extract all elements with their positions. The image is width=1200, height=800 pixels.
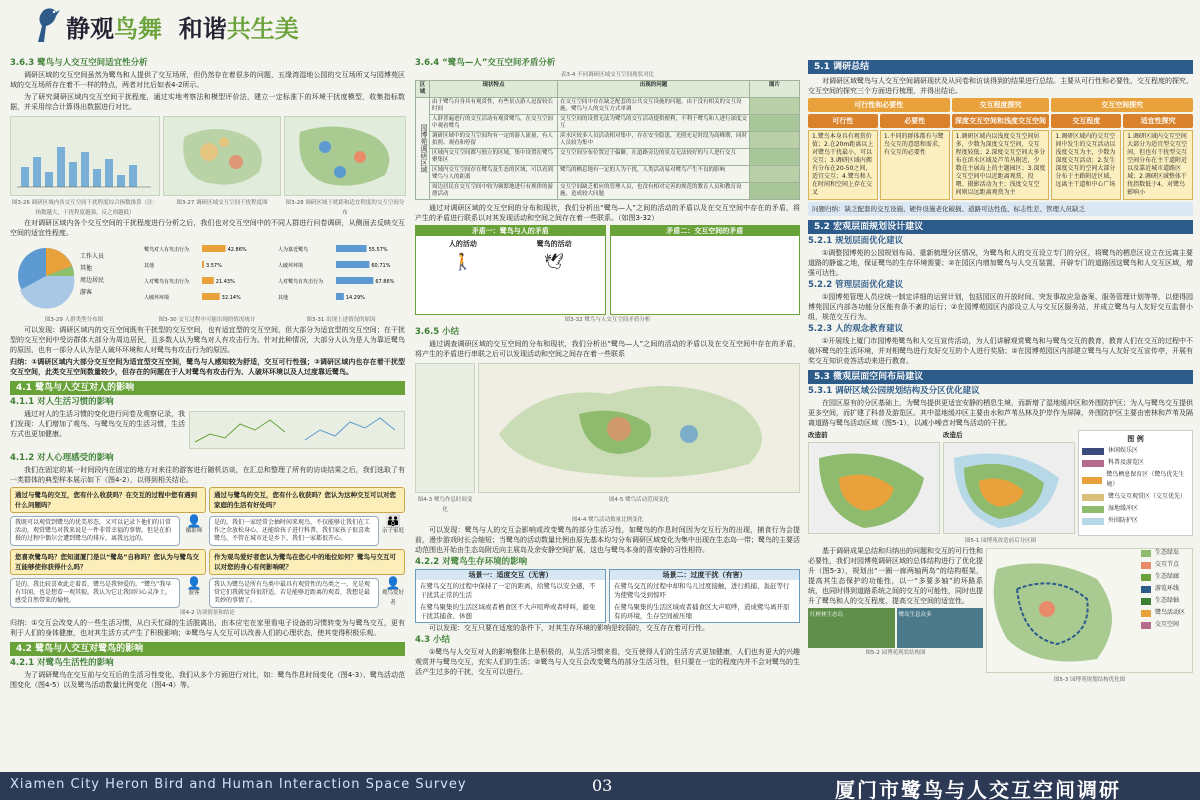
paragraph: 通过调查调研区域的交互空间的分布和现状，我们分析出“鹭鸟—人”之间的活动的矛盾以及在交互空间中存在的矛盾，将产生的矛盾进行串联之后可以发现活动和空间之间存在着一些联系 [415, 340, 800, 358]
figure-caption: 图4-4 鹭鸟活动数量比例变化 [571, 517, 644, 523]
bar [202, 277, 214, 284]
disturbance-index-chart [10, 116, 160, 196]
conclusion: 归纳：①调研区域内大部分交互空间为适宜型交互空间，鹭鸟与人感知较为舒适，交互可行性强；②调研区域内也存在着干扰型交互空间，此类交互空间数量较少，但存在的问题在于人对鹭鸟有攻击行为、人破坏环境以及人过度靠近鹭鸟。 [10, 358, 405, 376]
paragraph: ①园博苑管理人员应统一制定详细的运营计划，包括园区的开放时间、突发事故应急备案、服务管理计划等等，以便得园博苑园区内部各功能分区能有条不紊的运行；②在园博苑园区内部设立人与交互区服务站，并成立鹭鸟与人友好交互监督小组，规范交互行为。 [808, 293, 1193, 321]
bar [336, 245, 367, 252]
section-3-6-4-heading: 3.6.4 “鹭鸟—人”交互空间矛盾分析 [415, 58, 556, 68]
bar [336, 277, 373, 284]
structure-legend: 生态绿岛 交互节点 生态绿廊 游览环线 生态绿轴 鹭鸟活动区 交互空间 [1141, 546, 1193, 632]
bar-value-label: 3.57% [205, 263, 222, 269]
bar [202, 261, 204, 268]
figure-caption: 图5-2 园博苑现状结构图 [865, 650, 926, 656]
section-4-2-1-heading: 4.2.1 对鹭鸟生活性的影响 [10, 658, 114, 668]
paragraph: 通过对调研区域的交互空间的分布和现状，我们分析出“鹭鸟—人”之间的活动的矛盾以及在交互空间中存在的矛盾，将产生的矛盾进行联系以对其发现活动和空间之间存在着一些联系。（如图3-32） [415, 204, 800, 222]
interview-question: 通过与鹭鸟的交互，您有什么收获吗？在交互的过程中您有遇到什么问题吗？ [10, 487, 206, 513]
section-5-1-heading: 5.1 调研总结 [808, 60, 1193, 74]
contradiction-2-title: 矛盾二：交互空间的矛盾 [611, 226, 800, 236]
pie-label: 游客 [80, 289, 93, 296]
section-3-6-5-heading: 3.6.5 小结 [415, 327, 460, 337]
paragraph: ①开展线上厦门市园博苑鹭鸟和人交互宣传活动，为人们讲解观赏鹭鸟和与鹭鸟交互的教育，教育人们在交互的过程中不破坏鹭鸟的生活环境，并对相鹭鸟进行友好交互的个人进行奖励；②在园博苑园区内部建立鹭鸟与人友好交互宣传亭，开展有奖交互知识竞答活动来进行教育。 [808, 337, 1193, 365]
photo-1: 红树林生态岛 [808, 608, 895, 648]
figure-caption: 图3-29 人群类型分布图 [44, 317, 104, 323]
column-right: 5.1 调研总结 对调研区域鹭鸟与人交互空间调研现状及从问卷和访谈得到的结果进行总结。主要从可行性和必要性、交互程度的探究、交互空间的探究三个方面进行梳理，并得出结论。 可行性和必要性 交互程度探究 交互空间探究 可行性 必要性 深度交互空间和浅度交互空间 交互程度 适宜性探究 1.鹭鸟本身具有观赏价值；2.在20m距离以上对鹭鸟干扰最小，可以交互；3.调研区域内拥有分布在20-50之间，适宜交互；4.鹭鸟和人在时间和空间上存在交叉 1.不同的群体都有与鹭鸟交互的意愿和需求，有交互的必要性 1.调研区域内以浅度交互空间居多，少数为深度交互空间，交互程度较低；2.深度交互空间大多分布在滨水区域及芦苇丛附近，少数在主展岛上的主题园区；3.深度交互空间中以近距离观赏、投喂、摄影活动为主；浅度交互空间则以远距离观赏为主 1.调研区域内的交互空间中发生的交互活动以浅度交互为主，少数为深度交互活动；2.发生深度交互的空间大部分分布于主路附近区域，远离主干道和中心广场 1.调研区域内交互空间大部分为适宜型交互空间，但也有干扰型交互空间分布在主干道附近以及靠近城市道路区域；2.调研区域整体干扰指数低于4，对鹭鸟影响小 问题归纳：缺乏配套的交互设施、硬件设施老化破损、道路可达性低、标志性差、管理人员缺乏 5.2 宏观层面规划设计建议 5.2.1 规划层面优化建议 ①调整园博苑的公园规划布局、重新梳理分区情况，为鹭鸟和人的交互设立专门的分区，将鹭鸟的栖息区设立在远离主要道路的静谧之地，保证鹭鸟的生存环境需要；②在园区内增加鹭鸟与人交互装置，开辟专门的道路因这鹭鸟和人交互区域，增强可达性。 5.2.2 管理层面优化建议 ①园博苑管理人员应统一制定详细的运营计划，包括园区的开放时间、突发事故应急备案、服务管理计划等等，以便得园博苑园区内部各功能分区能有条不紊的运行；②在园博苑园区内部设立人与交互区服务站，并成立鹭鸟与人友好交互监督小组，规范交互行为。 5.2.3 人的观念教育建议 ①开展线上厦门市园博苑鹭鸟和人交互宣传活动，为人们讲解观赏鹭鸟和与鹭鸟交互的教育，教育人们在交互的过程中不破坏鹭鸟的生活环境，并对相鹭鸟进行友好交互的个人进行奖励；②在园博苑园区内部建立鹭鸟与人友好交互宣传亭，开展有奖交互知识竞答活动来进行教育。 5.3 微观层面空间布局建议 5.3.1 调研区域公园规划结构及分区优化建议 在园区原有的分区基础上，为鹭鸟提供更适宜安静的栖息生境，而新增了湿地缓冲区和外围防护区；为人与鹭鸟交互提供更多空间，而扩建了科普及游览区。其中湿地缓冲区主要由水和芦苇丛林及护岸作为屏障，外围防护区主要由密林和芦苇及隔离道路与鹭鸟活动区域（图5-1），以减小噪音对鹭鸟活动的干扰。 改造前 改造后 图 例 休闲娱乐区 科普及游览区 鹭鸟栖息保育区（鹭鸟优先生境） 鹭鸟交互观赏区（交互优先） 湿地缓冲区 外围防护区 图5-1 园博苑改造前后分区图 基于调研成果总结和归纳出的问题和交互的可行性和必要性，我们对园博苑调研区域的总体结构进行了优化提升（图5-3），规划出“一圈一廊两轴两岛”的结构框架，提高其生态保护的功能性，以一“多要多轴”的环路系统，也同时得到道路系统之间的交互的可能性，同时也提升了鹭鸟和人的交互程度，提高交互空间的适宜性。 红树林生态岛 鹭岛生息众多 图5-2 园博苑现状结构图 生态绿岛 交互节点 生态绿廊 游览环线 生态绿轴 鹭鸟活动区 交互空间 图5-3 园博苑规划结构优化图 [808, 62, 1193, 683]
bar [336, 261, 369, 268]
paragraph: 在对调研区域内各个交互空间的干扰程度进行分析之后，我们也对交互空间中的不同人群进行问卷调研，从侧面去反映交互空间的适宜性程度。 [10, 219, 405, 237]
paragraph: 我们在固定的某一时间段内在固定的地方对来往的游客进行随机访谈，在汇总和整理了所有的访谈结果之后，我们选取了有一类群体的典型样本展示如下（图4-2），以得到相关结论。 [10, 466, 405, 484]
paragraph: 调研区域的交互空间虽然为鹭鸟和人提供了交互场所，但仍然存在着很多的问题，五缘湾湿地公园的交互场所又与园博苑区域的交互场所存在着不一样的特点，两者对比后如表4-2所示。 [10, 71, 405, 89]
bar-category-label: 鹭鸟对人有攻击行为 [144, 247, 190, 253]
interviewee-label: 游客 [188, 590, 200, 596]
heron-logo-icon [30, 4, 64, 44]
section-5-2-heading: 5.2 宏观层面规划设计建议 [808, 220, 1193, 234]
poster-title: 静观鸟舞 和谐共生美 [66, 15, 299, 43]
poster-header [0, 0, 410, 48]
interview-answer: 我既可以观赏到鹭鸟的优美形态，又可以记录下他们的日常活动，观赏鹭鸟对我来说是一件非常幸福的事情，但是在拍摄的过程中偶尔会遭到鹭鸟的排斥，离我远远的。 [10, 516, 180, 546]
person-icon: 🚶 [452, 252, 473, 271]
interview-question: 您喜欢鹭鸟吗？您知道厦门是以“鹭岛”自称吗？您认为与鹭鸟交互能够使你获得什么吗？ [10, 549, 206, 575]
before-zone-map [808, 442, 940, 534]
figure-caption: 图3-30 交互过程中可能出现的情况统计 [158, 317, 256, 323]
column-middle [415, 56, 800, 679]
bar-value-label: 42.86% [227, 247, 247, 253]
bar-category-label: 其他 [144, 263, 155, 269]
bar-category-label: 人对鹭鸟有攻击行为 [278, 279, 324, 285]
habit-change-charts [189, 411, 405, 449]
person-icon: 👪 [385, 514, 401, 528]
paragraph: 为了调研鹭鸟在交互前与交互后的生活习性变化，我们从多个方面进行对比，如：鹭鸟作息时间变化（图4-3）、鹭鸟活动范围变化（图4-5）以及鹭鸟活动数量比例变化（图4-4）等。 [10, 671, 405, 689]
bar-category-label: 人对鹭鸟有攻击行为 [144, 279, 190, 285]
page-number: 03 [592, 776, 613, 795]
bar-value-label: 60.71% [371, 263, 391, 269]
paragraph: 在园区原有的分区基础上，为鹭鸟提供更适宜安静的栖息生境，而新增了湿地缓冲区和外围防护区；为人与鹭鸟交互提供更多空间，而扩建了科普及游览区。其中湿地缓冲区主要由水和芦苇丛林及护岸作为屏障，外围防护区主要由密林和芦苇及隔离道路与鹭鸟活动区域（图5-1），以减小噪音对鹭鸟活动的干扰。 [808, 399, 1193, 427]
schedule-change-chart [415, 363, 475, 493]
interviewee-label: 摄影师 [185, 528, 203, 534]
bar-value-label: 55.57% [368, 247, 388, 253]
bar-category-label: 其他 [278, 295, 289, 301]
zone-legend: 图 例 休闲娱乐区 科普及游览区 鹭鸟栖息保育区（鹭鸟优先生境） 鹭鸟交互观赏区（交互优先） 湿地缓冲区 外围防护区 [1078, 430, 1193, 536]
disturbance-map [163, 116, 281, 196]
footer-chinese-title: 厦门市鹭鸟与人交互空间调研 [835, 778, 1121, 800]
paragraph: 对调研区域鹭鸟与人交互空间调研现状及从问卷和访谈得到的结果进行总结。主要从可行性和必要性、交互程度的探究、交互空间的探究三个方面进行梳理，并得出结论。 [808, 77, 1193, 95]
section-5-3-heading: 5.3 微观层面空间布局建议 [808, 370, 1193, 384]
section-4-1-2-heading: 4.1.2 对人心理感受的影响 [10, 453, 114, 463]
bird-icon: 🕊 [543, 252, 565, 271]
paragraph: 可以发现：鹭鸟与人的交互会影响或改变鹭鸟的部分生活习性，如鹭鸟的作息时间因为交互行为的出现，捕食行为会提前，漫步游戏时长会缩短；当鹭鸟的活动数量比例由原先基本均匀分布调研区域变化为集中出现在生态岛一带；鹭鸟的主要活动范围也开始由生态岛附近向主展岛及余安静空间扩展，这也与鹭鸟本身的喜安静的习性相符。 [415, 526, 800, 554]
figure-caption: 图3-32 鹭鸟与人交互空间矛盾分析 [564, 317, 651, 323]
bar-category-label: 人破坏环境 [144, 295, 170, 301]
crowd-type-pie-chart [10, 240, 138, 312]
section-5-2-3-heading: 5.2.3 人的观念教育建议 [808, 324, 904, 334]
footer-english-title: Xiamen City Heron Bird and Human Interaction Space Survey [10, 777, 467, 792]
after-zone-map [943, 442, 1075, 534]
person-icon: 👤 [186, 576, 202, 590]
figure-caption: 图3-27 调研区域交互空间干扰程度图 [176, 200, 268, 206]
section-3-6-3-heading: 3.6.3 鹭鸟与人交互空间适宜性分析 [10, 58, 148, 68]
section-4-3-heading: 4.3 小结 [415, 635, 451, 645]
interview-answer: 是的，我比较喜欢此走着看，鹭鸟是我钟爱的。“鹭鸟”我早有耳闻，也是想看一观其貌。我认为它让我回归心灵净土，感受自然带来的愉悦。 [10, 578, 180, 608]
figure-caption: 图3-26 调研区域内各交互空间干扰程度综合指数推算（注：指数越大，干扰程度越强，反之则越低） [11, 200, 159, 216]
paragraph: 为了研究调研区域内交互空间干扰程度，通过实地考察法和模型评价法，建立一定标准下的环境干扰度模型，收集指标数据，并采用综合计算得出数据进行对比。 [10, 93, 405, 111]
scenario-comparison: 场景一：适度交互（无害） 在鹭鸟交互的过程中保持了一定的距离，给鹭鸟以安全感，不干扰其正常的生活 在鹭鸟聚集的生活区域或者栖食区不大声喧哗或者呼叫，避免干扰其捕食、休憩 场景二：过度干扰（有害） 在鹭鸟交互的过程中却和鸟儿过度接触，进行抓捕、轰赶等行为使鹭鸟受到惊吓 在鹭鸟聚集的生活区域或者捕食区大声喧哗，造成鹭鸟离开原有的环境，生存空间被压缩 [415, 569, 800, 623]
bar [336, 293, 344, 300]
interview-question: 作为观鸟爱好者您认为鹭鸟在您心中的地位如何？鹭鸟与交互可以对您的身心有何影响呢？ [209, 549, 405, 575]
interviewee-label: 亲子家庭 [381, 528, 404, 534]
suitability-map [284, 116, 406, 196]
contradiction-1-title: 矛盾一：鹭鸟与人的矛盾 [416, 226, 605, 236]
region-cell: 园博苑调研区域 [416, 98, 430, 200]
bar [202, 293, 220, 300]
interviewee-label: 观鸟爱好者 [381, 590, 404, 606]
section-4-1-1-heading: 4.1.1 对人生活习惯的影响 [10, 397, 114, 407]
contradiction-diagram: 矛盾一：鹭鸟与人的矛盾 人的活动 🚶 鹭鸟的活动 🕊 矛盾二：交互空间的矛盾 [415, 225, 800, 315]
comparison-table: 区域 现状特点 出现的问题 图片 园博苑调研区域 由于鹭鸟自身具有观赏性，有些景点游人逗留较长时间 在交互空间中存在缺乏配套的公共交互设施的问题，由于没有相关的交互设施，鹭鸟与人的交互方式单调 人群普遍进行的交互活动有观赏鹭鸟，在交互空间中观看鹭鸟 交互空间的设置无法为鹭鸟的交互活动提供便利，不利于鹭鸟和人进行深度交互 调研区域中的交互空间均有一定的游人流量，有人拍照、观看和停留 滨水区较多人员活动相对集中，存在安全隐患，光照充足时段为高峰期，同时人员较为集中 区域内交互空间都与独立的区域，集中设置在鹭鸟聚集区 交互空间分布位置过于偏僻，在道路旁边的景点无法较好的与人进行交互 区域内交互空间存在鹭鸟及生态的区域，可以看到鹭鸟与人的距离 鹭鸟的栖息地有一定的人为干扰，人类活动易对鹭鸟产生不良的影响 周边居民在交互空间中较为频繁地进行有规律的游憩活动 交互空间缺乏相应的管理人员，也没有相对完善的规范的教育人员和教育设施，造成较大问题 [415, 80, 800, 200]
figure-caption: 图4-5 鹭鸟活动范围变化 [608, 497, 670, 503]
paragraph: 基于调研成果总结和归纳出的问题和交互的可行性和必要性，我们对园博苑调研区域的总体结构进行了优化提升（图5-3），规划出“一圈一廊两轴两岛”的结构框架，提高其生态保护的功能性，以一“多要多轴”的环路系统，也同时得到道路系统之间的交互的可能性，同时也提升了鹭鸟和人的交互程度，提高交互空间的适宜性。 [808, 547, 983, 605]
section-4-1-heading: 4.1 鹭鸟与人交互对人的影响 [10, 381, 405, 395]
bar-value-label: 14.29% [345, 295, 365, 301]
paragraph: ①调整园博苑的公园规划布局、重新梳理分区情况，为鹭鸟和人的交互设立专门的分区，将鹭鸟的栖息区设立在远离主要道路的静谧之地，保证鹭鸟的生存环境需要；②在园区内增加鹭鸟与人交互装置，开辟专门的道路因这鹭鸟和人交互区域，增强可达性。 [808, 249, 1193, 277]
person-icon: 👤 [186, 514, 202, 528]
pie-label: 周边居民 [80, 277, 105, 284]
section-5-2-2-heading: 5.2.2 管理层面优化建议 [808, 280, 904, 290]
interview-grid [10, 487, 405, 608]
interview-answer: 我认为鹭鸟是所有鸟类中最具有观赏性的鸟类之一，光是观赏它们我就觉得很舒适，若是能够近距离的观看，我想是最美妙的事情了。 [209, 578, 379, 608]
figure-caption: 图3-28 调研区域干扰距和适宜程度的交互空间分布 [285, 200, 405, 216]
section-4-2-2-heading: 4.2.2 对鹭鸟生存环境的影响 [415, 557, 528, 567]
pie-label: 工作人员 [80, 253, 105, 260]
figure-caption: 图5-3 园博苑规划结构优化图 [1053, 677, 1126, 683]
paragraph: 通过对人的生活习惯的变化进行问卷及观察记录，我们发现：人们增加了观鸟、与鹭鸟交互的生活习惯，生活方式也更加健康。 [10, 410, 185, 438]
bar-value-label: 32.14% [221, 295, 241, 301]
figure-caption: 图4-3 鹭鸟作息时间变化 [417, 497, 473, 513]
section-5-2-1-heading: 5.2.1 规划层面优化建议 [808, 236, 904, 246]
section-5-3-1-heading: 5.3.1 调研区域公园规划结构及分区优化建议 [808, 386, 980, 396]
summary-matrix: 可行性和必要性 交互程度探究 交互空间探究 可行性 必要性 深度交互空间和浅度交互空间 交互程度 适宜性探究 1.鹭鸟本身具有观赏价值；2.在20m距离以上对鹭鸟干扰最小，可以交互；3.调研区域内拥有分布在20-50之间，适宜交互；4.鹭鸟和人在时间和空间上存在交叉 1.不同的群体都有与鹭鸟交互的意愿和需求，有交互的必要性 1.调研区域内以浅度交互空间居多，少数为深度交互空间，交互程度较低；2.深度交互空间大多分布在滨水区域及芦苇丛附近，少数在主展岛上的主题园区；3.深度交互空间中以近距离观赏、投喂、摄影活动为主；浅度交互空间则以远距离观赏为主 1.调研区域内的交互空间中发生的交互活动以浅度交互为主，少数为深度交互活动；2.发生深度交互的空间大部分分布于主路附近区域，远离主干道和中心广场 1.调研区域内交互空间大部分为适宜型交互空间，但也有干扰型交互空间分布在主干道附近以及靠近城市道路区域；2.调研区域整体干扰指数低于4，对鹭鸟影响小 [808, 98, 1193, 200]
figure-caption: 图4-2 访谈情景和结论 [180, 610, 235, 616]
paragraph: ①鹭鸟与人交互对人的影响整体上是积极的，从生活习惯来看，交互使得人们的生活方式更加健康，人们也有更大的兴趣观赏并与鹭鸟交互，充实人们的生活；②鹭鸟与人交互会改变鹭鸟的部分生活习性，但只要在一定的程度内并不会对鹭鸟的生活产生过多的干扰，交互可以进行。 [415, 648, 800, 676]
interview-answer: 是的，我们一家经常会抽时间来观鸟，不仅能够让我们在工作之余放松身心，还能给孩子进行科普，我们家孩子很喜欢鹭鸟，不管在城市还是乡下，我们一家都很开心。 [209, 516, 379, 546]
reason-bar-chart [276, 240, 406, 312]
bar-category-label: 人为靠近鹭鸟 [278, 247, 309, 253]
photo-2: 鹭岛生息众多 [897, 608, 984, 648]
interview-question: 通过与鹭鸟的交互，您有什么收获吗？您认为这种交互可以对您家庭的生活有好处吗？ [209, 487, 405, 513]
bar-category-label: 人破坏环境 [278, 263, 304, 269]
paragraph: 可以发现：交互只要在适度的条件下，对其生存环境的影响是较弱的，交互存在着可行性。 [429, 624, 709, 632]
paragraph: 可以发现：调研区域内的交互空间既有干扰型的交互空间，也有适宜型的交互空间，但大部分为适宜型的交互空间；在干扰型的交互空间中受访群体大部分为周边居民，且多数人认为鹭鸟对人有攻击行为。针对此种情况，大部分人认为是人为靠近鹭鸟的原因，也有一部分人认为是人破坏环境和人对鹭鸟有攻击行为的原因。 [10, 326, 405, 354]
conclusion: 归纳：①交互会改变人的一些生活习惯，从白天忙碌的生活脱离出，由本应宅在家里看电子设备的习惯转变为与鹭鸟交互，更有利于人们的身体健康，也对其生活方式产生了积极影响；②鹭鸟与人交互可以改善人们的心理状态，使其变得积极乐观。 [10, 619, 405, 637]
column-left [10, 56, 405, 692]
figure-caption: 图3-31 出现上述情况的原因 [306, 317, 376, 323]
table-caption: 表3-4 不同调研区域交互空间现状对比 [560, 72, 655, 78]
bar-value-label: 21.43% [215, 279, 235, 285]
pie-label: 其他 [80, 265, 93, 272]
person-icon: 👤 [385, 576, 401, 590]
situation-bar-chart [142, 240, 272, 312]
bar [202, 245, 226, 252]
problem-summary: 问题归纳：缺乏配套的交互设施、硬件设施老化破损、道路可达性低、标志性差、管理人员缺乏 [808, 202, 1193, 216]
bar-value-label: 67.86% [375, 279, 395, 285]
section-4-2-heading: 4.2 鹭鸟与人交互对鹭鸟的影响 [10, 642, 405, 656]
figure-caption: 图5-1 园博苑改造前后分区图 [964, 538, 1037, 544]
activity-range-map [478, 363, 800, 493]
